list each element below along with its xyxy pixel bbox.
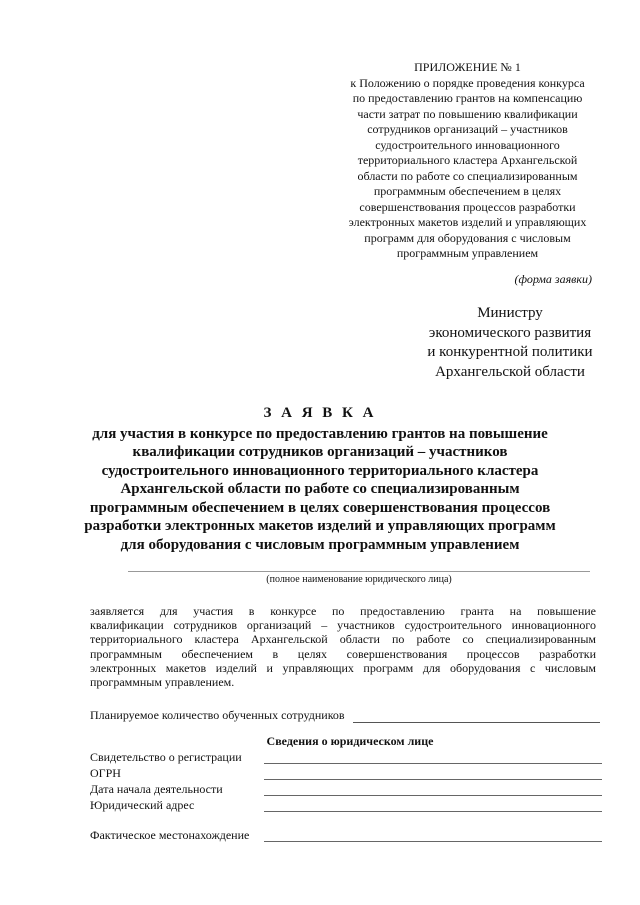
actual-location-field[interactable]	[264, 831, 602, 842]
statement-line: заявляется для участия в конкурсе по предоставлению гранта на повышение	[90, 604, 596, 618]
statement-paragraph	[90, 604, 596, 689]
planned-employees-field[interactable]	[353, 710, 600, 723]
addressee-line: экономического развития	[428, 324, 592, 341]
info-row-ogrn	[90, 764, 602, 780]
title-line: квалификации сотрудников организаций – участников	[132, 444, 508, 460]
info-label: Свидетельство о регистрации	[90, 750, 242, 764]
appendix-line: судостроительного инновационного	[375, 137, 560, 152]
planned-employees-row	[90, 708, 600, 723]
legal-address-field[interactable]	[264, 801, 602, 812]
statement-line: программным управлением.	[90, 675, 235, 690]
info-label: Дата начала деятельности	[90, 782, 223, 796]
registration-field[interactable]	[264, 753, 602, 764]
appendix-line: к Положению о порядке проведения конкурса	[350, 75, 585, 90]
appendix-line: электронных макетов изделий и управляющих	[348, 215, 587, 229]
addressee-line: и конкурентной политики	[427, 344, 593, 360]
info-label: Фактическое местонахождение	[90, 828, 250, 842]
appendix-line: по предоставлению грантов на компенсацию	[352, 91, 583, 105]
appendix-line: территориального кластера Архангельской	[357, 153, 578, 167]
entity-name-field[interactable]	[128, 571, 590, 572]
form-note: (форма заявки)	[514, 272, 592, 286]
statement-line: программным обеспечением в целях совершенствования процессов разработки	[90, 646, 596, 661]
title-line: разработки электронных макетов изделий и управляющих программ	[84, 518, 556, 534]
appendix-line: сотрудников организаций – участников	[367, 122, 568, 136]
appendix-line: программным управлением	[396, 246, 539, 260]
addressee-line: Министру	[477, 305, 543, 321]
info-label: Юридический адрес	[90, 798, 195, 812]
appendix-line: ПРИЛОЖЕНИЕ № 1	[414, 60, 521, 74]
info-row-legal-address	[90, 796, 602, 812]
statement-line: электронных макетов изделий и управляющих программ для оборудования с числовым	[90, 660, 596, 675]
planned-employees-label: Планируемое количество обученных сотрудников	[90, 708, 345, 722]
entity-name-caption: (полное наименование юридического лица)	[266, 574, 452, 585]
entity-info-list	[90, 748, 602, 842]
addressee-line: Архангельской области	[435, 363, 585, 380]
info-label: ОГРН	[90, 766, 121, 780]
title-line: для оборудования с числовым программным управлением	[120, 536, 520, 553]
appendix-line: совершенствования процессов разработки	[359, 199, 576, 214]
info-row-actual-location	[90, 812, 602, 842]
title-heading: З А Я В К А	[263, 405, 377, 421]
appendix-line: программным обеспечением в целях	[373, 184, 562, 198]
appendix-line: программ для оборудования с числовым	[364, 230, 571, 245]
statement-line: территориального кластера Архангельской области по работе со специализированным	[90, 632, 596, 647]
statement-line: квалификации сотрудников организаций – участников судостроительного инновационного	[90, 618, 596, 633]
start-date-field[interactable]	[264, 785, 602, 796]
title-line: судостроительного инновационного территориального кластера	[101, 462, 539, 479]
title-line: для участия в конкурсе по предоставлению грантов на повышение	[92, 425, 548, 442]
appendix-line: области по работе со специализированным	[357, 168, 578, 183]
ogrn-field[interactable]	[264, 769, 602, 780]
section-title: Сведения о юридическом лице	[266, 734, 434, 748]
application-title	[0, 404, 640, 554]
info-row-registration	[90, 748, 602, 764]
title-line: программным обеспечением в целях совершенствования процессов	[89, 499, 551, 516]
appendix-block	[330, 60, 605, 262]
appendix-line: части затрат по повышению квалификации	[357, 106, 578, 121]
addressee-block	[410, 304, 610, 382]
info-row-start-date	[90, 780, 602, 796]
title-line: Архангельской области по работе со специализированным	[120, 481, 520, 497]
